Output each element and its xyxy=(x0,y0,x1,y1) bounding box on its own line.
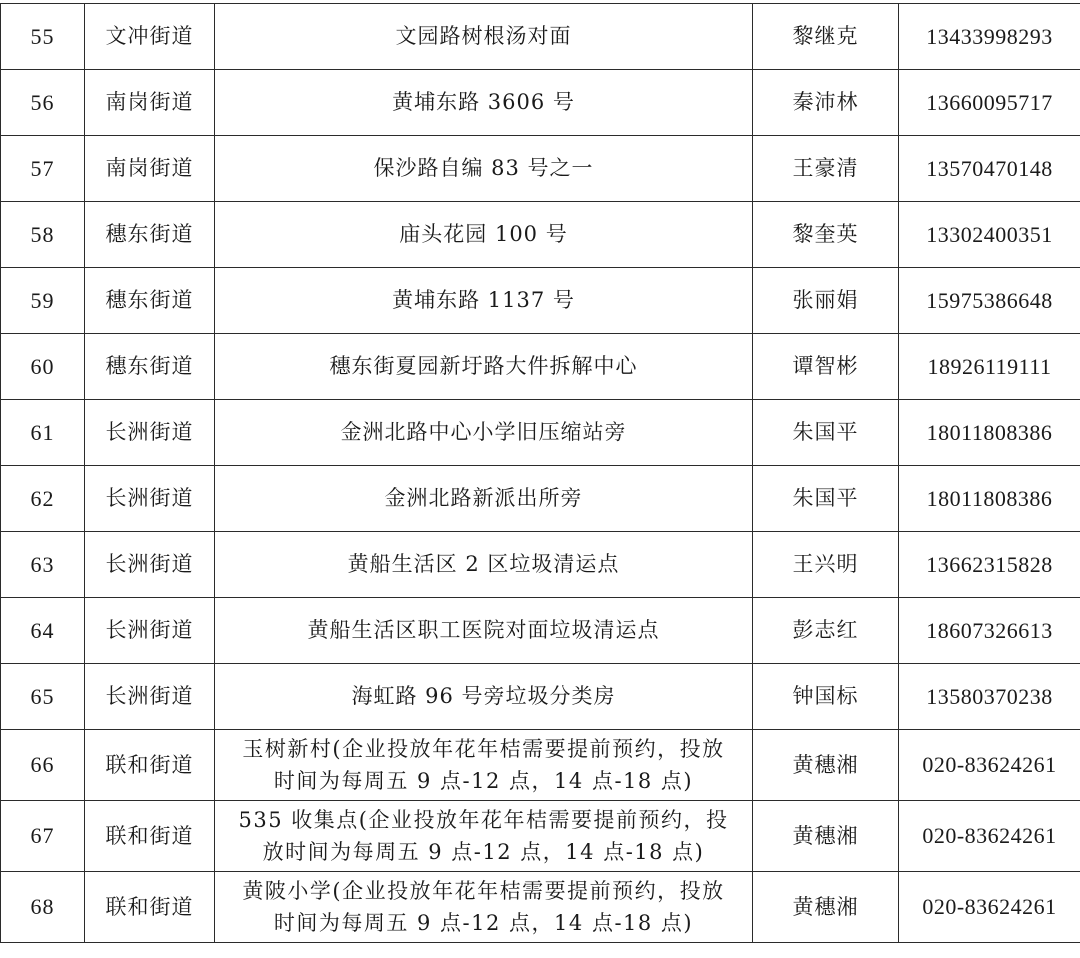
location: 庙头花园 100 号 xyxy=(215,202,753,268)
location-line: 时间为每周五 9 点-12 点，14 点-18 点) xyxy=(273,911,694,935)
phone-number: 18011808386 xyxy=(899,466,1080,532)
location-line: 放时间为每周五 9 点-12 点，14 点-18 点) xyxy=(262,840,705,864)
table-row xyxy=(1,730,1080,801)
table-row xyxy=(1,136,1080,202)
table-row xyxy=(1,872,1080,943)
phone-number: 18926119111 xyxy=(899,334,1080,400)
contact-person: 秦沛林 xyxy=(753,70,899,136)
street-name: 长洲街道 xyxy=(85,664,215,730)
location-line: 535 收集点(企业投放年花年桔需要提前预约，投 xyxy=(238,808,729,832)
street-name: 穗东街道 xyxy=(85,334,215,400)
contact-person: 朱国平 xyxy=(753,400,899,466)
contact-person: 黄穗湘 xyxy=(753,801,899,872)
street-name: 长洲街道 xyxy=(85,598,215,664)
location-line: 时间为每周五 9 点-12 点，14 点-18 点) xyxy=(273,769,694,793)
row-number: 60 xyxy=(1,334,85,400)
contact-person: 钟国标 xyxy=(753,664,899,730)
contact-person: 黎奎英 xyxy=(753,202,899,268)
contact-person: 彭志红 xyxy=(753,598,899,664)
location-line: 玉树新村(企业投放年花年桔需要提前预约，投放 xyxy=(242,737,725,761)
location: 黄埔东路 1137 号 xyxy=(215,268,753,334)
phone-number: 020-83624261 xyxy=(899,730,1080,801)
street-name: 长洲街道 xyxy=(85,400,215,466)
row-number: 59 xyxy=(1,268,85,334)
phone-number: 18607326613 xyxy=(899,598,1080,664)
location: 穗东街夏园新圩路大件拆解中心 xyxy=(215,334,753,400)
location xyxy=(215,730,753,801)
row-number: 65 xyxy=(1,664,85,730)
location xyxy=(215,801,753,872)
location: 保沙路自编 83 号之一 xyxy=(215,136,753,202)
contact-person: 黄穗湘 xyxy=(753,872,899,943)
phone-number: 13570470148 xyxy=(899,136,1080,202)
phone-number: 13433998293 xyxy=(899,4,1080,70)
phone-number: 020-83624261 xyxy=(899,872,1080,943)
street-name: 穗东街道 xyxy=(85,202,215,268)
phone-number: 18011808386 xyxy=(899,400,1080,466)
row-number: 63 xyxy=(1,532,85,598)
row-number: 58 xyxy=(1,202,85,268)
row-number: 55 xyxy=(1,4,85,70)
phone-number: 020-83624261 xyxy=(899,801,1080,872)
contact-person: 朱国平 xyxy=(753,466,899,532)
row-number: 62 xyxy=(1,466,85,532)
row-number: 64 xyxy=(1,598,85,664)
row-number: 67 xyxy=(1,801,85,872)
table-row xyxy=(1,70,1080,136)
street-name: 南岗街道 xyxy=(85,136,215,202)
table-body xyxy=(1,4,1080,943)
street-name: 南岗街道 xyxy=(85,70,215,136)
street-name: 长洲街道 xyxy=(85,466,215,532)
street-name: 长洲街道 xyxy=(85,532,215,598)
collection-points-table xyxy=(0,3,1080,943)
table-row xyxy=(1,532,1080,598)
contact-person: 黎继克 xyxy=(753,4,899,70)
row-number: 61 xyxy=(1,400,85,466)
street-name: 联和街道 xyxy=(85,872,215,943)
location: 黄埔东路 3606 号 xyxy=(215,70,753,136)
contact-person: 张丽娟 xyxy=(753,268,899,334)
phone-number: 13302400351 xyxy=(899,202,1080,268)
table-row xyxy=(1,334,1080,400)
location: 文园路树根汤对面 xyxy=(215,4,753,70)
location: 海虹路 96 号旁垃圾分类房 xyxy=(215,664,753,730)
location xyxy=(215,872,753,943)
street-name: 联和街道 xyxy=(85,801,215,872)
phone-number: 13662315828 xyxy=(899,532,1080,598)
row-number: 57 xyxy=(1,136,85,202)
location: 黄船生活区职工医院对面垃圾清运点 xyxy=(215,598,753,664)
row-number: 66 xyxy=(1,730,85,801)
contact-person: 王兴明 xyxy=(753,532,899,598)
table-row xyxy=(1,202,1080,268)
contact-person: 谭智彬 xyxy=(753,334,899,400)
phone-number: 13660095717 xyxy=(899,70,1080,136)
location: 黄船生活区 2 区垃圾清运点 xyxy=(215,532,753,598)
table-row xyxy=(1,4,1080,70)
table-row xyxy=(1,664,1080,730)
row-number: 56 xyxy=(1,70,85,136)
contact-person: 王豪清 xyxy=(753,136,899,202)
location: 金洲北路新派出所旁 xyxy=(215,466,753,532)
table-row xyxy=(1,268,1080,334)
table-row xyxy=(1,598,1080,664)
street-name: 文冲街道 xyxy=(85,4,215,70)
phone-number: 15975386648 xyxy=(899,268,1080,334)
table-row xyxy=(1,466,1080,532)
contact-person: 黄穗湘 xyxy=(753,730,899,801)
location-line: 黄陂小学(企业投放年花年桔需要提前预约，投放 xyxy=(242,879,725,903)
street-name: 穗东街道 xyxy=(85,268,215,334)
table-row xyxy=(1,801,1080,872)
table-row xyxy=(1,400,1080,466)
street-name: 联和街道 xyxy=(85,730,215,801)
row-number: 68 xyxy=(1,872,85,943)
phone-number: 13580370238 xyxy=(899,664,1080,730)
location: 金洲北路中心小学旧压缩站旁 xyxy=(215,400,753,466)
